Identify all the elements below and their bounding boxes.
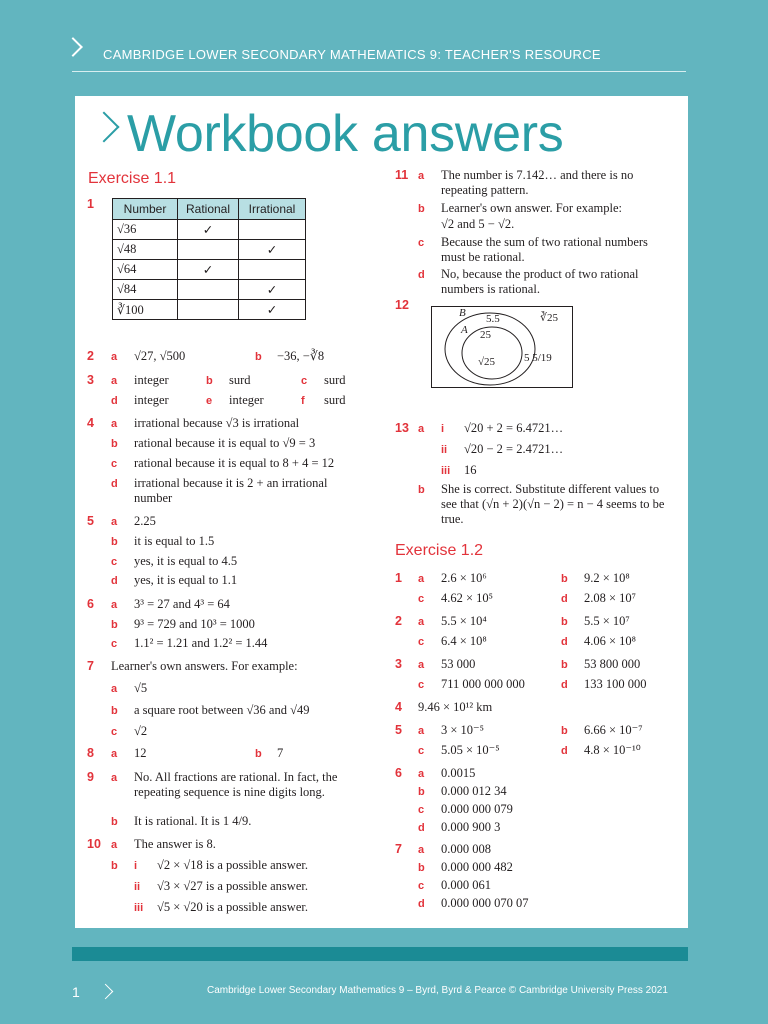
- answer-text: 5.05 × 10⁻⁵: [441, 743, 500, 757]
- answer-text: Because the sum of two rational numbers must be rational.: [441, 235, 648, 264]
- question-number: 6: [87, 597, 94, 611]
- table-cell: √48: [113, 240, 178, 260]
- running-header: [0, 0, 768, 72]
- answer-text: a square root between √36 and √49: [134, 703, 310, 717]
- answer-text: irrational because it is 2 + an irrational number: [134, 476, 328, 505]
- part-label: c: [418, 745, 425, 757]
- part-label: a: [418, 659, 425, 671]
- table-cell: [239, 220, 306, 240]
- part-label: a: [111, 516, 118, 528]
- answer-text: 3 × 10⁻⁵: [441, 723, 485, 737]
- answer-text: −36, −∛8: [277, 349, 325, 363]
- answer-text: 5.5 × 10⁴: [441, 614, 487, 628]
- part-label: b: [111, 816, 118, 828]
- part-label: d: [561, 679, 568, 691]
- venn-diagram: [431, 306, 573, 388]
- part-label: iii: [441, 465, 451, 477]
- part-label: d: [418, 822, 425, 834]
- page-title: Workbook answers: [127, 105, 564, 163]
- part-label: a: [418, 170, 425, 182]
- answer-text: √3 × √27 is a possible answer.: [157, 879, 308, 893]
- part-label: i: [441, 423, 445, 435]
- chevron-right-icon: [98, 984, 114, 1000]
- venn-element: 5 5/19: [524, 352, 552, 364]
- part-label: b: [418, 786, 425, 798]
- part-label: b: [561, 725, 568, 737]
- table-cell: [178, 280, 239, 300]
- table-row: [113, 300, 306, 320]
- part-label: d: [418, 269, 425, 281]
- chevron-right-icon: [63, 37, 83, 57]
- part-label: i: [134, 860, 138, 872]
- part-label: a: [418, 616, 425, 628]
- part-label: a: [418, 768, 425, 780]
- answer-text: 2.6 × 10⁶: [441, 571, 487, 585]
- answer-text: 711 000 000 000: [441, 677, 525, 691]
- rational-irrational-table: [112, 198, 306, 320]
- part-label: e: [206, 395, 213, 407]
- venn-element: 25: [480, 329, 491, 341]
- question-number: 5: [395, 723, 402, 737]
- answer-text: 1.1² = 1.21 and 1.2² = 1.44: [134, 636, 268, 650]
- answer-text: √5 × √20 is a possible answer.: [157, 900, 308, 914]
- question-number: 8: [87, 746, 94, 760]
- footer-bar: [72, 947, 688, 961]
- answer-text: rational because it is equal to √9 = 3: [134, 436, 316, 450]
- part-label: a: [111, 772, 118, 784]
- page-content: [75, 96, 688, 928]
- part-label: c: [418, 636, 425, 648]
- part-label: a: [111, 351, 118, 363]
- answer-text: It is rational. It is 1 4/9.: [134, 814, 252, 828]
- table-cell: √36: [113, 220, 178, 240]
- table-cell: √84: [113, 280, 178, 300]
- answer-text: it is equal to 1.5: [134, 534, 215, 548]
- answer-text: 5.5 × 10⁷: [584, 614, 630, 628]
- answer-text: 7: [277, 746, 284, 760]
- part-label: b: [561, 573, 568, 585]
- answer-text: The number is 7.142… and there is no repeating pattern.: [441, 168, 634, 197]
- answer-text: 53 800 000: [584, 657, 641, 671]
- answer-text: No, because the product of two rational numbers is rational.: [441, 267, 639, 296]
- part-label: a: [418, 725, 425, 737]
- question-number: 13: [395, 421, 409, 435]
- answer-text: 0.000 900 3: [441, 820, 501, 834]
- answer-text: 2.25: [134, 514, 156, 528]
- table-cell: [178, 240, 239, 260]
- answer-text: integer: [134, 373, 169, 387]
- table-cell: ✓: [239, 300, 306, 320]
- question-number: 10: [87, 837, 101, 851]
- part-label: ii: [441, 444, 448, 456]
- table-cell: ✓: [178, 220, 239, 240]
- answer-text: 0.000 000 079: [441, 802, 513, 816]
- part-label: a: [111, 839, 118, 851]
- table-row: [113, 220, 306, 240]
- question-number: 12: [395, 298, 409, 312]
- part-label: c: [301, 375, 308, 387]
- part-label: a: [111, 375, 118, 387]
- table-row: [113, 260, 306, 280]
- answer-text: 9.46 × 10¹² km: [418, 700, 493, 714]
- answer-text: √20 − 2 = 2.4721…: [464, 442, 564, 456]
- question-number: 5: [87, 514, 94, 528]
- part-label: d: [111, 395, 118, 407]
- answer-text: √2: [134, 724, 148, 738]
- part-label: c: [111, 556, 118, 568]
- part-label: d: [561, 593, 568, 605]
- column-header: Number: [113, 199, 178, 220]
- part-label: d: [111, 575, 118, 587]
- part-label: b: [111, 438, 118, 450]
- part-label: a: [418, 844, 425, 856]
- question-number: 3: [87, 373, 94, 387]
- answer-text: 4.8 × 10⁻¹⁰: [584, 743, 641, 757]
- column-header: Irrational: [239, 199, 306, 220]
- question-number: 7: [87, 659, 94, 673]
- answer-text: √20 + 2 = 6.4721…: [464, 421, 564, 435]
- answer-text: surd: [324, 373, 346, 387]
- table-cell: [239, 260, 306, 280]
- part-label: a: [418, 423, 425, 435]
- part-label: d: [561, 636, 568, 648]
- part-label: c: [418, 237, 425, 249]
- table-row: [113, 240, 306, 260]
- answer-text: 2.08 × 10⁷: [584, 591, 637, 605]
- part-label: b: [561, 659, 568, 671]
- part-label: b: [418, 203, 425, 215]
- part-label: b: [111, 536, 118, 548]
- part-label: b: [255, 351, 262, 363]
- part-label: a: [111, 418, 118, 430]
- question-number: 7: [395, 842, 402, 856]
- answer-text: 4.06 × 10⁸: [584, 634, 637, 648]
- table-cell: ✓: [239, 280, 306, 300]
- venn-element: ∛25: [540, 312, 559, 324]
- part-label: iii: [134, 902, 144, 914]
- venn-element: 5.5: [486, 313, 500, 325]
- chevron-right-icon: [88, 111, 119, 142]
- answer-text: yes, it is equal to 4.5: [134, 554, 238, 568]
- answer-text: 0.000 000 070 07: [441, 896, 529, 910]
- part-label: b: [418, 862, 425, 874]
- answer-text: 0.000 012 34: [441, 784, 507, 798]
- answer-text: 0.0015: [441, 766, 476, 780]
- part-label: f: [301, 395, 305, 407]
- header-title: CAMBRIDGE LOWER SECONDARY MATHEMATICS 9: TEACHER'S RESOURCE: [103, 47, 601, 62]
- venn-element: √25: [478, 356, 496, 368]
- part-label: b: [418, 484, 425, 496]
- part-label: c: [111, 726, 118, 738]
- answer-text: integer: [134, 393, 169, 407]
- answer-text: 53 000: [441, 657, 476, 671]
- question-number: 2: [87, 349, 94, 363]
- table-cell: [178, 300, 239, 320]
- answer-text: No. All fractions are rational. In fact, the repeating sequence is nine digits long.: [134, 770, 338, 799]
- part-label: c: [418, 880, 425, 892]
- answer-text: 9³ = 729 and 10³ = 1000: [134, 617, 255, 631]
- answer-text: 6.4 × 10⁸: [441, 634, 487, 648]
- part-label: b: [206, 375, 213, 387]
- answer-text: Learner's own answer. For example:: [441, 201, 623, 215]
- table-cell: ∛100: [113, 300, 178, 320]
- question-number: 4: [395, 700, 402, 714]
- answer-text: √5: [134, 681, 148, 695]
- answer-text: √2 × √18 is a possible answer.: [157, 858, 308, 872]
- answer-text: rational because it is equal to 8 + 4 = 12: [134, 456, 335, 470]
- part-label: a: [418, 573, 425, 585]
- answer-text: surd: [229, 373, 251, 387]
- answer-text: She is correct. Substitute different values to see that (√n + 2)(√n − 2) = n − 4 seems to be true.: [441, 482, 665, 526]
- answer-text: The answer is 8.: [134, 837, 216, 851]
- part-label: c: [111, 458, 118, 470]
- set-label-a: A: [461, 324, 468, 336]
- answer-text: 0.000 000 482: [441, 860, 513, 874]
- answer-text: 4.62 × 10⁵: [441, 591, 494, 605]
- part-label: a: [111, 599, 118, 611]
- part-label: d: [418, 898, 425, 910]
- table-cell: ✓: [239, 240, 306, 260]
- question-number: 4: [87, 416, 94, 430]
- answer-text: 9.2 × 10⁸: [584, 571, 630, 585]
- answer-text: integer: [229, 393, 264, 407]
- answer-text: 16: [464, 463, 477, 477]
- part-label: c: [418, 804, 425, 816]
- question-number: 1: [87, 197, 94, 211]
- part-label: b: [111, 619, 118, 631]
- footer-copyright: Cambridge Lower Secondary Mathematics 9 – Byrd, Byrd & Pearce © Cambridge University Press 2021: [207, 985, 668, 996]
- table-row: [113, 280, 306, 300]
- part-label: b: [111, 705, 118, 717]
- part-label: b: [561, 616, 568, 628]
- answer-text: 133 100 000: [584, 677, 647, 691]
- exercise-heading: Exercise 1.1: [88, 170, 177, 187]
- table-cell: √64: [113, 260, 178, 280]
- answer-text: Learner's own answers. For example:: [111, 659, 298, 673]
- part-label: b: [111, 860, 118, 872]
- answer-text: 6.66 × 10⁻⁷: [584, 723, 643, 737]
- part-label: a: [111, 683, 118, 695]
- question-number: 2: [395, 614, 402, 628]
- question-number: 1: [395, 571, 402, 585]
- table-cell: ✓: [178, 260, 239, 280]
- part-label: b: [255, 748, 262, 760]
- part-label: c: [418, 679, 425, 691]
- part-label: d: [111, 478, 118, 490]
- answer-text: 3³ = 27 and 4³ = 64: [134, 597, 230, 611]
- column-header: Rational: [178, 199, 239, 220]
- page-number: 1: [72, 984, 80, 1000]
- question-number: 9: [87, 770, 94, 784]
- table-header-row: [113, 199, 306, 220]
- part-label: ii: [134, 881, 141, 893]
- answer-text: 12: [134, 746, 147, 760]
- answer-text: 0.000 061: [441, 878, 491, 892]
- part-label: a: [111, 748, 118, 760]
- answer-text: √27, √500: [134, 349, 186, 363]
- question-number: 6: [395, 766, 402, 780]
- question-number: 3: [395, 657, 402, 671]
- answer-text: irrational because √3 is irrational: [134, 416, 300, 430]
- exercise-heading: Exercise 1.2: [395, 542, 484, 559]
- answer-text: √2 and 5 − √2.: [441, 217, 515, 231]
- answer-text: 0.000 008: [441, 842, 491, 856]
- question-number: 11: [395, 168, 409, 182]
- part-label: d: [561, 745, 568, 757]
- part-label: c: [111, 638, 118, 650]
- set-label-b: B: [459, 307, 466, 319]
- answer-text: surd: [324, 393, 346, 407]
- answer-text: yes, it is equal to 1.1: [134, 573, 238, 587]
- part-label: c: [418, 593, 425, 605]
- header-divider: [72, 71, 686, 72]
